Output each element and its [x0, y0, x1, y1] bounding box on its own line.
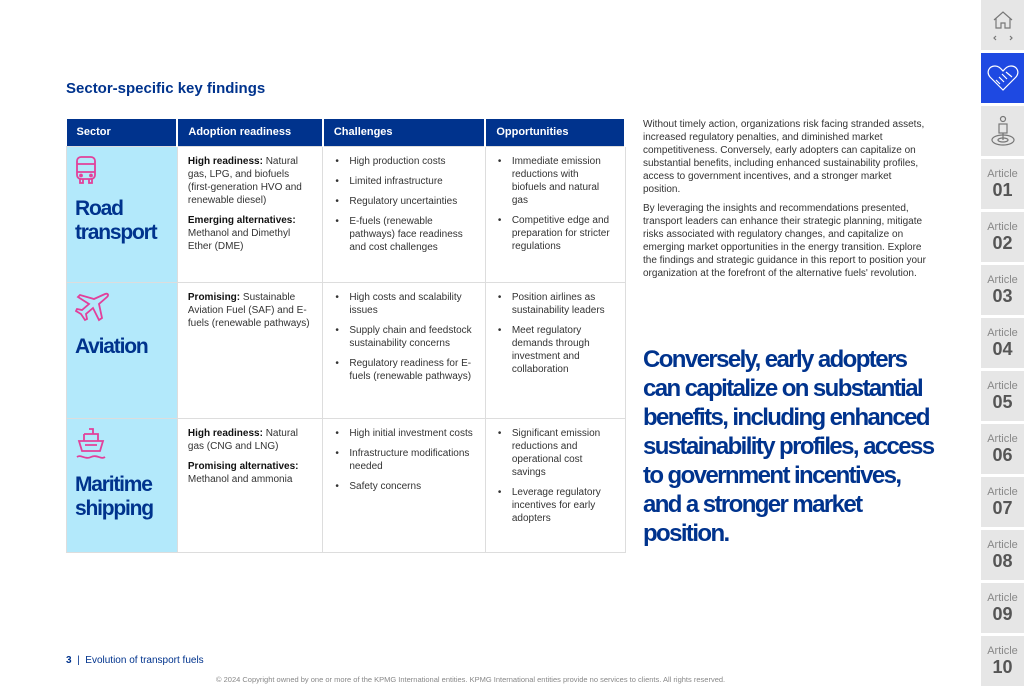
article-02-button[interactable] [981, 212, 1024, 262]
readiness-text: Sustainable Aviation Fuel (SAF) and E-fuels (renewable pathways) [187, 291, 310, 329]
challenge-item: • High costs and scalability issues [333, 291, 474, 317]
article-number: 08 [992, 550, 1013, 571]
article-label: Article [987, 220, 1018, 233]
article-04-button[interactable] [981, 318, 1024, 368]
challenges-cell [323, 418, 485, 552]
article-10-button[interactable] [981, 636, 1024, 686]
side-navigation [981, 0, 1024, 689]
article-05-button[interactable] [981, 371, 1024, 421]
sector-name: Maritime shipping [75, 472, 153, 520]
readiness-label: Promising: [187, 291, 241, 303]
copyright: © 2024 Copyright owned by one or more of the KPMG International entities. KPMG International entities provide no services to clients. All rights reserved. [216, 675, 726, 684]
opportunities-cell [485, 418, 625, 552]
adoption-item [188, 427, 312, 453]
readiness-label: Promising alternatives: [187, 460, 299, 472]
article-number: 04 [992, 338, 1013, 359]
readiness-text: Methanol and ammonia [187, 473, 293, 485]
readiness-label: High readiness: [187, 427, 263, 439]
opportunity-item: • Position airlines as sustainability leaders [496, 291, 615, 317]
column-header: Sector [67, 119, 178, 146]
opportunity-item: • Immediate emission reductions with biofuels and natural gas [496, 155, 615, 207]
challenges-cell [323, 282, 485, 418]
ship-icon [75, 453, 107, 464]
challenge-item: • High production costs [333, 155, 474, 168]
adoption-cell [177, 146, 322, 282]
article-label: Article [987, 432, 1018, 445]
bus-icon [75, 177, 97, 188]
opportunity-item: • Leverage regulatory incentives for early adopters [496, 486, 615, 525]
opportunities-cell [485, 146, 625, 282]
section-link[interactable]: Evolution of transport fuels [85, 655, 204, 666]
table-row [67, 282, 626, 418]
opportunity-item: • Competitive edge and preparation for stricter regulations [496, 214, 615, 253]
pull-quote: Conversely, early adopters can capitalize on substantial benefits, including enhanced sustainability profiles, access to government incentives, and a stronger market position. [643, 346, 934, 547]
article-label: Article [987, 326, 1018, 339]
challenge-item: • Infrastructure modifications needed [333, 447, 474, 473]
opportunity-item: • Meet regulatory demands through investment and collaboration [496, 324, 615, 376]
article-07-button[interactable] [981, 477, 1024, 527]
challenge-item: • Regulatory readiness for E-fuels (renewable pathways) [333, 357, 474, 383]
article-number: 03 [992, 285, 1013, 306]
article-label: Article [987, 379, 1018, 392]
article-01-button[interactable] [981, 159, 1024, 209]
article-number: 05 [992, 391, 1013, 412]
column-header: Challenges [323, 119, 485, 146]
opportunities-cell [485, 282, 625, 418]
article-label: Article [987, 591, 1018, 604]
readiness-label: Emerging alternatives: [187, 214, 296, 226]
article-03-button[interactable] [981, 265, 1024, 315]
article-label: Article [987, 538, 1018, 551]
adoption-cell [177, 282, 322, 418]
sector-cell [67, 418, 178, 552]
article-number: 09 [992, 603, 1013, 624]
adoption-item [188, 291, 312, 330]
challenge-item: • High initial investment costs [333, 427, 474, 440]
airplane-icon [75, 315, 111, 326]
readiness-text: Natural gas, LPG, and biofuels (first-generation HVO and renewable diesel) [187, 155, 302, 206]
readiness-label: High readiness: [187, 155, 263, 167]
article-number: 01 [992, 179, 1013, 200]
article-label: Article [987, 167, 1018, 180]
adoption-item [188, 460, 312, 486]
article-label: Article [987, 273, 1018, 286]
home-button[interactable] [981, 0, 1024, 50]
sector-cell [67, 282, 178, 418]
table-row [67, 418, 626, 552]
column-header: Adoption readiness [177, 119, 322, 146]
sector-name: Aviation [75, 334, 148, 358]
paragraph: Without timely action, organizations risk facing stranded assets, increased regulatory penalties, and diminished market competitiveness. Conversely, early adopters can capitalize on substantial benefits, including enhanced sustainability profiles, access to government incentives, and a stronger market position. [643, 119, 925, 195]
challenge-item: • E-fuels (renewable pathways) face readiness and cost challenges [333, 215, 474, 254]
page-title: Sector-specific key findings [66, 80, 266, 97]
handshake-button[interactable] [981, 53, 1024, 103]
page-number: 3 [66, 655, 72, 666]
challenge-item: • Safety concerns [333, 480, 474, 493]
paragraph: By leveraging the insights and recommendations presented, transport leaders can enhance their strategic planning, mitigate risks associated with regulatory changes, and capitalize on emerging market opportunities in the energy transition. Explore the findings and strategic guidance in this report to position your organization at the forefront of the alternative fuels' revolution. [643, 203, 926, 279]
adoption-item [188, 214, 312, 253]
article-number: 07 [992, 497, 1013, 518]
column-header: Opportunities [485, 119, 625, 146]
intro-text [643, 118, 928, 286]
readiness-text: Natural gas (CNG and LNG) [187, 427, 298, 452]
table-row [67, 146, 626, 282]
location-button[interactable] [981, 106, 1024, 156]
opportunity-item: • Significant emission reductions and operational cost savings [496, 427, 615, 479]
article-06-button[interactable] [981, 424, 1024, 474]
footer-breadcrumb[interactable]: 3 | Evolution of transport fuels [66, 655, 204, 666]
challenges-cell [323, 146, 485, 282]
challenge-item: • Supply chain and feedstock sustainability concerns [333, 324, 474, 350]
adoption-item [188, 155, 312, 207]
sector-cell [67, 146, 178, 282]
article-number: 10 [992, 656, 1013, 677]
adoption-cell [177, 418, 322, 552]
article-09-button[interactable] [981, 583, 1024, 633]
article-number: 02 [992, 232, 1013, 253]
heart-handshake-icon [986, 63, 1020, 93]
findings-table [66, 119, 626, 553]
article-label: Article [987, 485, 1018, 498]
home-icon [991, 8, 1015, 42]
person-location-icon [989, 114, 1017, 148]
readiness-text: Methanol and Dimethyl Ether (DME) [187, 227, 291, 252]
article-number: 06 [992, 444, 1013, 465]
article-08-button[interactable] [981, 530, 1024, 580]
challenge-item: • Regulatory uncertainties [333, 195, 474, 208]
challenge-item: • Limited infrastructure [333, 175, 474, 188]
article-label: Article [987, 644, 1018, 657]
sector-name: Road transport [75, 196, 157, 244]
